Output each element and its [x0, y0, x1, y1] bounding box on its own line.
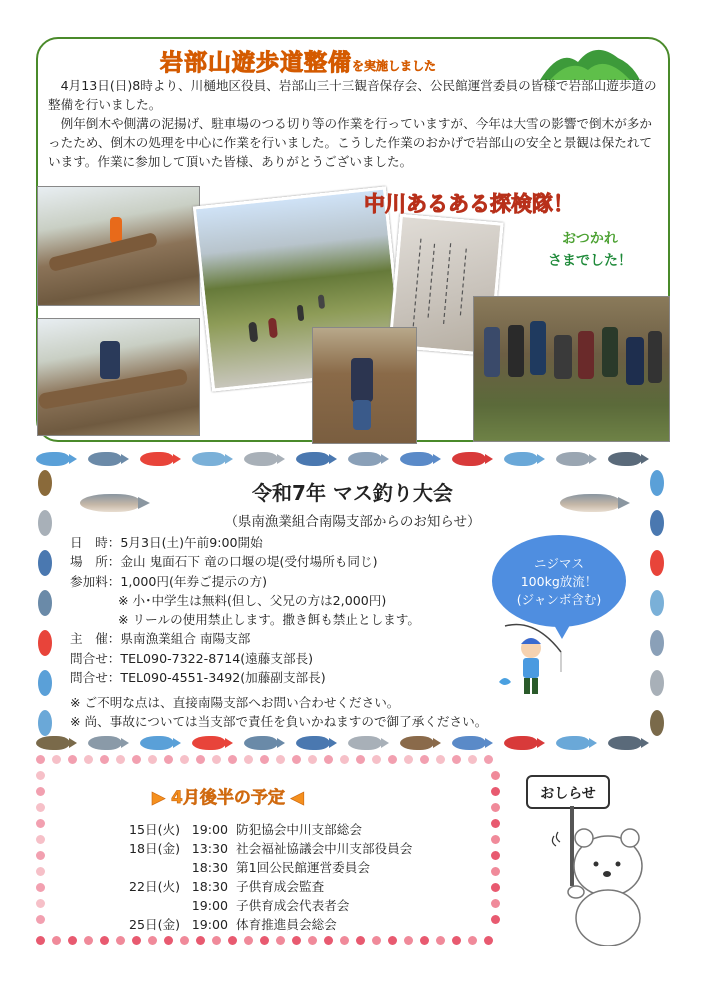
flower-decoration [292, 936, 301, 945]
flower-decoration [36, 851, 45, 860]
photo-group [473, 296, 670, 442]
flower-decoration [36, 915, 45, 924]
otsukare-message: おつかれ さまでした！ [548, 231, 632, 269]
flower-decoration [180, 755, 189, 764]
schedule-item: 18日(金) 13:30 社会福祉協議会中川支部役員会 [128, 841, 413, 856]
flower-decoration [372, 755, 381, 764]
flower-decoration [164, 936, 173, 945]
fishing-details: 日 時：5月3日(土)午前9:00開始 場 所：金山 鬼面石下 竜の口堰の堤(受付場所も同じ) 参加料：1,000円(年券ご提示の方) ※ 小･中学生は無料(但し、父兄の方は2,000円) ※ リールの使用禁止します。撒き餌も禁止とします。 主 催：県南漁業組合 南陽支部 問合せ：TEL090-7322-8714(遠藤支部長) 問合せ：TEL090-4551-3492(加藤副支部長) [70, 533, 540, 687]
flower-decoration [491, 771, 500, 780]
fishing-notices [70, 693, 487, 731]
flower-decoration [36, 867, 45, 876]
flower-decoration [491, 867, 500, 876]
rainbow-trout-bubble: ニジマス 100kg放流！ (ジャンボ含む) [492, 535, 626, 627]
photo-worker-logs [37, 318, 200, 436]
flower-decoration [36, 819, 45, 828]
schedule-item: 25日(金) 19:00 体育推進員会総会 [128, 917, 337, 932]
fee-note-2: ※ リールの使用禁止します。撒き餌も禁止とします。 [118, 612, 420, 628]
flower-decoration [36, 755, 45, 764]
notice-1: ※ ご不明な点は、直接南陽支部へお問い合わせください。 [70, 695, 400, 710]
flower-decoration [228, 755, 237, 764]
fishing-boy-illustration [495, 622, 565, 702]
flower-decoration [148, 936, 157, 945]
schedule-item: 15日(火) 19:00 防犯協会中川支部総会 [128, 822, 362, 837]
flower-decoration [84, 936, 93, 945]
flower-decoration [212, 755, 221, 764]
photo-man-in-forest [312, 327, 417, 444]
flower-decoration [84, 755, 93, 764]
flower-decoration [324, 936, 333, 945]
fish-border-top [36, 452, 670, 468]
flower-decoration [308, 755, 317, 764]
flower-decoration [420, 755, 429, 764]
flower-decoration [292, 755, 301, 764]
flower-decoration [324, 755, 333, 764]
flower-decoration [491, 787, 500, 796]
flower-decoration [404, 755, 413, 764]
tanken-badge: 中川あるある探検隊！ [364, 192, 574, 216]
photo-cutting-logs [37, 186, 200, 306]
flower-decoration [484, 755, 493, 764]
fishing-fee: 1,000円(年券ご提示の方) [120, 573, 268, 589]
flower-decoration [452, 936, 461, 945]
article-body [48, 76, 658, 171]
fishing-title: 令和7年 マス釣り大会 [252, 481, 453, 505]
schedule-list [118, 820, 412, 934]
fishing-host: 県南漁業組合 南陽支部 [120, 631, 251, 647]
flower-decoration [468, 936, 477, 945]
flower-decoration [356, 936, 365, 945]
flower-decoration [196, 755, 205, 764]
flower-decoration [212, 936, 221, 945]
flower-decoration [340, 936, 349, 945]
flower-decoration [36, 787, 45, 796]
flower-decoration [420, 936, 429, 945]
contact-kato: TEL090-4551-3492(加藤副支部長) [120, 670, 326, 686]
flower-decoration [52, 936, 61, 945]
flower-decoration [276, 936, 285, 945]
flower-decoration [260, 936, 269, 945]
flower-decoration [244, 755, 253, 764]
oshirase-sign: おしらせ [526, 775, 610, 809]
flower-decoration [436, 936, 445, 945]
fishing-date: 5月3日(土)午前9:00開始 [120, 535, 263, 550]
mountain-icon [540, 40, 640, 80]
flower-decoration [340, 755, 349, 764]
flower-decoration [68, 755, 77, 764]
notice-2: ※ 尚、事故については当支部で責任を負いかねますので御了承ください。 [70, 714, 488, 729]
flower-decoration [36, 899, 45, 908]
flower-decoration [388, 755, 397, 764]
article-paragraph-2: 例年倒木や側溝の泥揚げ、駐車場のつる切り等の作業を行っていますが、今年は大雪の影響で倒木が多かったため、倒木の処理を中心に作業を行いました。こうした作業のおかげで岩部山の安全と景観は保たれています。作業に参加して頂いた皆様、ありがとうございました。 [48, 116, 652, 169]
flower-decoration [491, 819, 500, 828]
flower-decoration [228, 936, 237, 945]
flower-decoration [484, 936, 493, 945]
contact-endo: TEL090-7322-8714(遠藤支部長) [120, 650, 314, 666]
flower-decoration [36, 835, 45, 844]
flower-decoration [132, 755, 141, 764]
flower-decoration [276, 755, 285, 764]
flower-decoration [491, 851, 500, 860]
article-paragraph-1: 4月13日(日)8時より、川樋地区役員、岩部山三十三観音保存会、公民館運営委員の皆様で岩部山遊歩道の整備を行いました。 [48, 78, 657, 112]
flower-decoration [100, 755, 109, 764]
flower-decoration [116, 755, 125, 764]
flower-decoration [116, 936, 125, 945]
flower-decoration [68, 936, 77, 945]
flower-decoration [52, 755, 61, 764]
flower-decoration [491, 899, 500, 908]
flower-decoration [468, 755, 477, 764]
flower-decoration [491, 803, 500, 812]
flower-decoration [100, 936, 109, 945]
flower-decoration [452, 755, 461, 764]
fish-border-bottom [36, 736, 670, 752]
flower-decoration [388, 936, 397, 945]
flower-decoration [372, 936, 381, 945]
flower-decoration [148, 755, 157, 764]
schedule-item: 22日(火) 18:30 子供育成会監査 [128, 879, 325, 894]
flower-decoration [436, 755, 445, 764]
flower-decoration [244, 936, 253, 945]
flower-decoration [132, 936, 141, 945]
schedule-item: 18:30 第1回公民館運営委員会 [191, 860, 370, 875]
flower-decoration [196, 936, 205, 945]
fishing-place: 金山 鬼面石下 竜の口堰の堤(受付場所も同じ) [120, 554, 378, 570]
flower-decoration [180, 936, 189, 945]
flower-decoration [36, 936, 45, 945]
flower-decoration [491, 883, 500, 892]
schedule-item: 19:00 子供育成会代表者会 [191, 898, 350, 913]
fishing-subtitle: （県南漁業組合南陽支部からのお知らせ） [224, 514, 481, 530]
flower-decoration [164, 755, 173, 764]
flower-decoration [36, 803, 45, 812]
bear-illustration [548, 806, 658, 946]
flower-decoration [404, 936, 413, 945]
flower-decoration [308, 936, 317, 945]
flower-decoration [356, 755, 365, 764]
article-title: 岩部山遊歩道整備を実施しました [160, 50, 437, 76]
schedule-title: ▶ 4月後半の予定 ◀ [152, 788, 304, 808]
flower-decoration [260, 755, 269, 764]
flower-decoration [491, 915, 500, 924]
flower-decoration [36, 883, 45, 892]
flower-decoration [491, 835, 500, 844]
fee-note-1: ※ 小･中学生は無料(但し、父兄の方は2,000円) [118, 592, 387, 608]
flower-decoration [36, 771, 45, 780]
